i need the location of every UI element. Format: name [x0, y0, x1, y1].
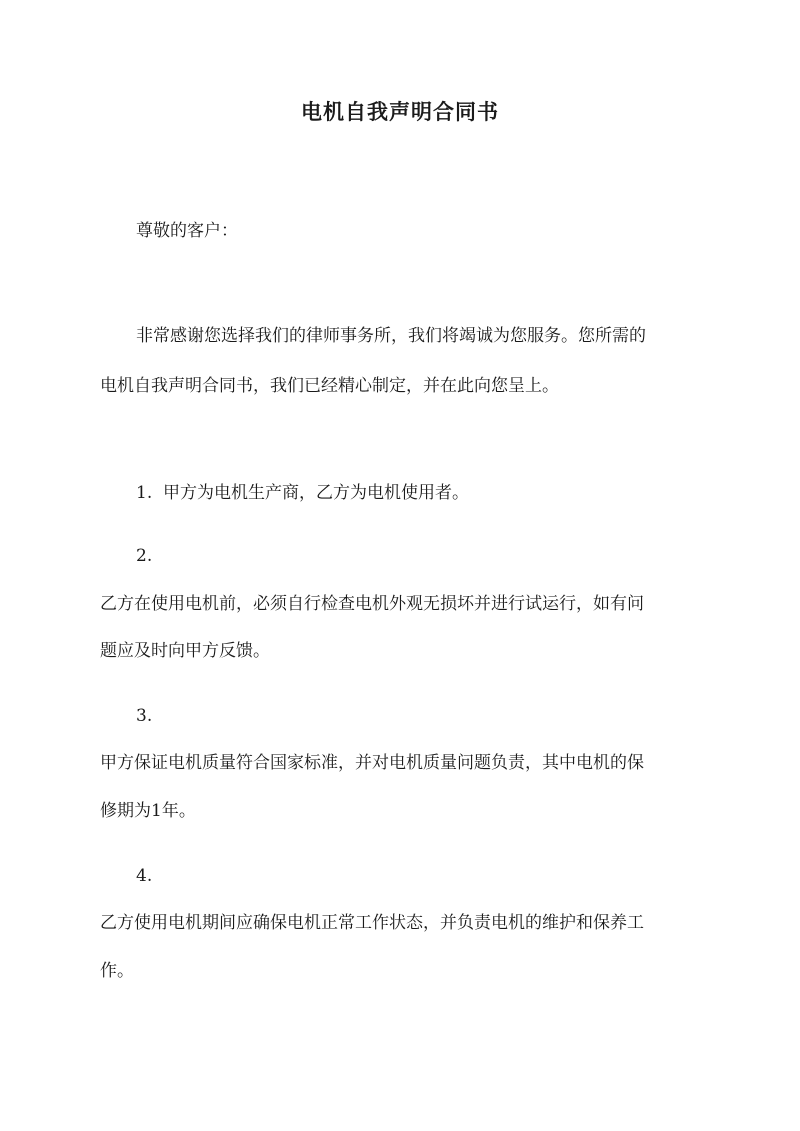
clause-2-line-1: 乙方在使用电机前，必须自行检查电机外观无损坏并进行试运行，如有问: [100, 594, 644, 614]
salutation: 尊敬的客户：: [136, 221, 238, 241]
intro-line-2: 电机自我声明合同书，我们已经精心制定，并在此向您呈上。: [100, 376, 559, 396]
clause-3-line-1: 甲方保证电机质量符合国家标准，并对电机质量问题负责，其中电机的保: [100, 753, 644, 773]
clause-2-number: 2.: [136, 546, 153, 566]
clause-number: 1.: [136, 483, 153, 503]
document-title: 电机自我声明合同书: [301, 99, 499, 124]
clause-1: [136, 481, 469, 505]
intro-line-1: 非常感谢您选择我们的律师事务所，我们将竭诚为您服务。您所需的: [136, 326, 646, 346]
clause-3-number: 3.: [136, 706, 153, 726]
clause-text: 甲方为电机生产商，乙方为电机使用者。: [163, 483, 470, 503]
clause-4-line-1: 乙方使用电机期间应确保电机正常工作状态，并负责电机的维护和保养工: [100, 913, 644, 933]
clause-2-line-2: 题应及时向甲方反馈。: [100, 641, 270, 661]
clause-4-number: 4.: [136, 866, 153, 886]
clause-4-line-2: 作。: [100, 961, 134, 981]
clause-3-line-2: 修期为1年。: [100, 801, 196, 821]
